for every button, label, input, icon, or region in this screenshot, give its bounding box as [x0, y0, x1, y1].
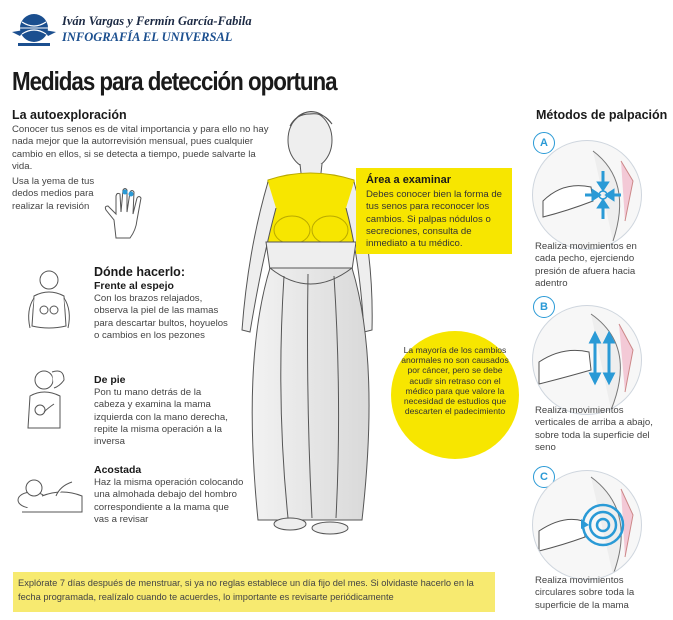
hand-icon [100, 186, 162, 242]
footer-text: Explórate 7 días después de menstruar, si ya no reglas establece un día fijo del mes. Si olvidaste hacerlo en la fecha programada, realízalo cuando te acuerdes, lo importante es revisarte periódicamente [18, 578, 474, 602]
page-title: Medidas para detección oportuna [12, 66, 337, 96]
area-examinar-text: Debes conocer bien la forma de tus senos para reconocer los cambios. Si palpas nódulos o secreciones, consulta de inmediato a tu médico. [366, 189, 502, 250]
method-a-label: A [533, 132, 555, 154]
autoexploracion-intro: Conocer tus senos es de vital importancia y para ello no hay nada mejor que la autorrevisión mensual, pues cualquier cambio en ellos, si se detecta a tiempo, puede salvarte la vida. [12, 124, 269, 172]
method-c-illustration [532, 470, 642, 580]
section-heading-donde: Dónde hacerlo: [94, 265, 185, 279]
newspaper-logo [10, 10, 58, 50]
donde-item-1-text: Con los brazos relajados, observa la piel de las mamas para descartar bultos, hoyuelos o cambios en los pezones [94, 293, 228, 341]
callout-text: La mayoría de los cambios anormales no son causados por cáncer, pero se debe acudir sin retraso con el médico para que valore la necesidad de estudios que descarten el padecimiento [401, 345, 509, 417]
organization-credit: INFOGRAFÍA EL UNIVERSAL [62, 30, 233, 44]
area-examinar-title: Área a examinar [366, 174, 451, 186]
section-heading-autoexploracion: La autoexploración [12, 108, 127, 122]
section-heading-metodos: Métodos de palpación [536, 108, 668, 122]
standing-figure-icon [14, 364, 84, 434]
yema-text: Usa la yema de tus dedos medios para realizar la revisión [12, 176, 95, 212]
method-b-text: Realiza movimientos verticales de arriba a abajo, sobre toda la superficie del seno [535, 405, 653, 453]
donde-item-2-title: De pie [94, 374, 126, 386]
method-b-label: B [533, 296, 555, 318]
area-examinar-box [356, 168, 512, 254]
donde-item-3-text: Haz la misma operación colocando una almohada debajo del hombro correspondiente a la mama que vas a revisar [94, 477, 244, 525]
donde-item-2-text: Pon tu mano detrás de la cabeza y examina la mama izquierda con la mano derecha, repite la misma operación a la inversa [94, 387, 228, 448]
lying-figure-icon [12, 466, 86, 520]
female-figure-illustration [212, 100, 408, 540]
method-c-text: Realiza movimientos circulares sobre toda la superficie de la mama [535, 575, 635, 611]
method-a-text: Realiza movimientos en cada pecho, ejerciendo presión de afuera hacia adentro [535, 241, 637, 289]
method-c-label: C [533, 466, 555, 488]
method-b-illustration [532, 305, 642, 415]
mirror-figure-icon [14, 266, 84, 336]
method-a-illustration [532, 140, 642, 250]
donde-item-1-title: Frente al espejo [94, 280, 174, 292]
donde-item-3-title: Acostada [94, 464, 142, 476]
authors-credit: Iván Vargas y Fermín García-Fabila [62, 14, 252, 28]
